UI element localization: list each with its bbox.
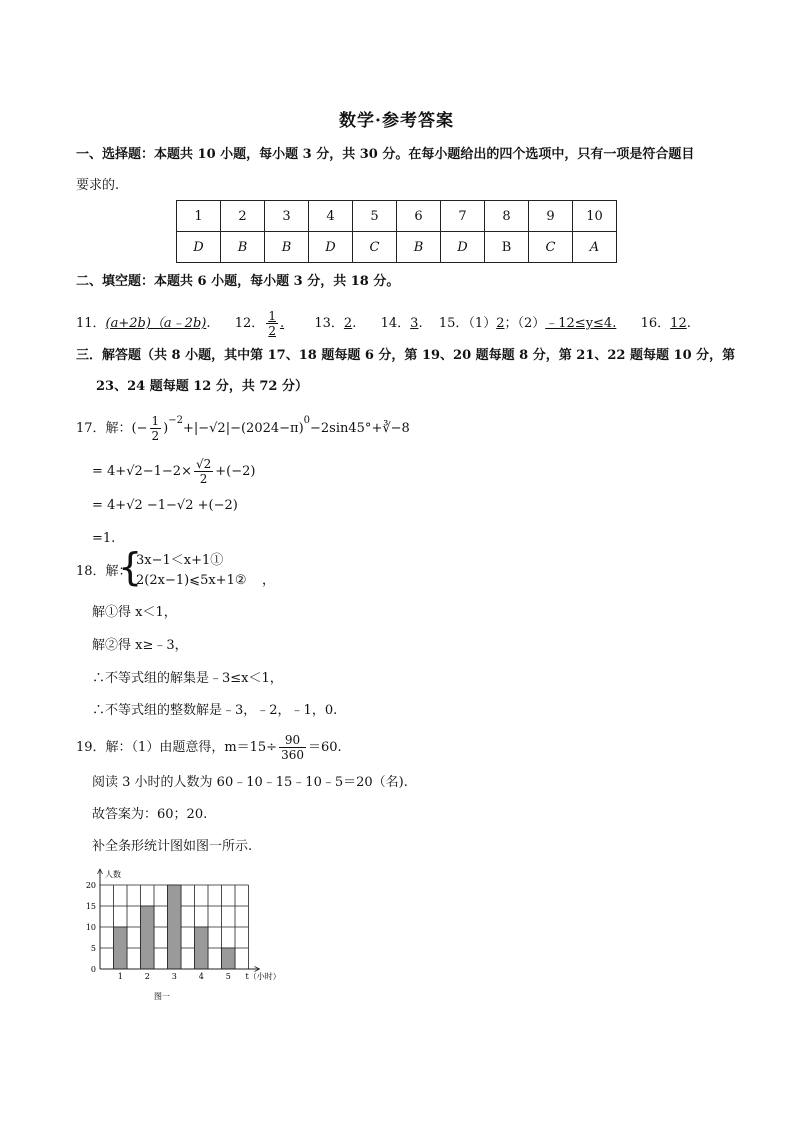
q12-answer-fraction xyxy=(266,309,278,338)
q12-numerator: 1 xyxy=(268,309,276,323)
q17-expr-part: −2sin45° xyxy=(310,421,372,436)
bar xyxy=(222,948,236,969)
q12-label: 12． xyxy=(234,316,265,331)
question-number-cell: 10 xyxy=(573,201,617,232)
q17-line4: =1. xyxy=(92,531,116,546)
answer-cell: D xyxy=(441,232,485,263)
section3-line1: 三．解答题（共 8 小题，其中第 17、18 题每题 6 分，第 19、20 题每题 8 分，第 21、22 题每题 10 分，第 xyxy=(76,348,736,363)
q14-end: . xyxy=(418,316,423,331)
q13-label: 13． xyxy=(314,316,344,331)
q14-label: 14． xyxy=(380,316,411,331)
q17-fraction xyxy=(150,414,162,443)
q17-exponent-zero: 0 xyxy=(303,415,311,426)
q17-expr-part: +|−√2|−(2024−π) xyxy=(182,421,304,436)
q18-label: 18．解： xyxy=(76,564,132,579)
q17-line2 xyxy=(92,457,255,486)
answer-cell: D xyxy=(177,232,221,263)
x-tick-label: 1 xyxy=(117,972,123,981)
q17-denominator: 2 xyxy=(151,429,160,443)
q17-step2-part: = 4+√2−1−2× xyxy=(92,464,192,479)
answer-cell: A xyxy=(573,232,617,263)
q19-fraction xyxy=(279,733,306,762)
q17-label: 17．解： xyxy=(76,421,132,436)
q12-denominator: 2 xyxy=(268,324,276,338)
answer-cell: B xyxy=(221,232,265,263)
q11-answer: (a+2b)（a﹣2b) xyxy=(105,316,207,331)
q17-expr-part: (− xyxy=(131,421,148,436)
q18-step2: 解②得 x≥﹣3， xyxy=(92,638,188,653)
q17-step2-numerator: √2 xyxy=(195,457,212,471)
y-tick-label: 5 xyxy=(90,944,96,953)
q16-answer: 12 xyxy=(670,316,687,331)
q19-line1-part: 19．解：（1）由题意得，m＝15÷ xyxy=(76,740,278,755)
question-number-cell: 9 xyxy=(529,201,573,232)
q19-line3: 故答案为：60；20. xyxy=(92,807,208,822)
bar xyxy=(195,927,209,969)
answer-table-answer-row xyxy=(177,232,617,263)
q15-answer-1: 2 xyxy=(496,316,505,331)
q17-step2-fraction xyxy=(194,457,213,486)
answer-cell: B xyxy=(265,232,309,263)
section1-line2: 要求的. xyxy=(76,178,120,193)
q17-expr-part: ) xyxy=(163,421,169,436)
q18-step3: ∴不等式组的解集是﹣3≤x＜1， xyxy=(92,671,283,686)
x-tick-label: 3 xyxy=(171,972,177,981)
y-axis-label: 人数 xyxy=(105,870,121,879)
q18-system-brace: { xyxy=(118,545,143,589)
section3-line2: 23、24 题每题 12 分，共 72 分） xyxy=(96,379,308,394)
y-tick-label: 15 xyxy=(85,902,96,911)
q17-step2-denominator: 2 xyxy=(199,472,208,486)
question-number-cell: 1 xyxy=(177,201,221,232)
bar xyxy=(168,885,182,969)
q15-answer-2: ﹣12≤y≤4. xyxy=(545,316,617,331)
bar-chart xyxy=(80,864,290,1004)
q17-expr-part: +∛−8 xyxy=(371,421,410,436)
q15-label: 15．（1） xyxy=(438,316,497,331)
x-tick-label: 2 xyxy=(144,972,150,981)
bar xyxy=(114,927,128,969)
x-axis-label: t（小时） xyxy=(245,972,281,981)
answer-cell: B xyxy=(397,232,441,263)
q16-end: . xyxy=(686,316,691,331)
q13-end: . xyxy=(352,316,357,331)
q18-step4: ∴不等式组的整数解是﹣3，﹣2，﹣1，0. xyxy=(92,703,338,718)
q18-system-eq1: 3x−1＜x+1① xyxy=(136,553,224,568)
question-number-cell: 8 xyxy=(485,201,529,232)
question-number-cell: 4 xyxy=(309,201,353,232)
q19-line1 xyxy=(76,733,342,762)
y-tick-label: 0 xyxy=(90,965,96,974)
q19-line4: 补全条形统计图如图一所示. xyxy=(92,839,253,854)
x-tick-label: 5 xyxy=(225,972,231,981)
y-tick-label: 10 xyxy=(85,923,96,932)
q18-step1: 解①得 x＜1， xyxy=(92,605,177,620)
answer-cell: D xyxy=(309,232,353,263)
q11-label: 11． xyxy=(76,316,106,331)
q14-answer: 3 xyxy=(410,316,419,331)
q17-line3: = 4+√2 −1−√2 +(−2) xyxy=(92,498,238,513)
q18-system-end: ， xyxy=(262,573,276,588)
question-number-cell: 7 xyxy=(441,201,485,232)
q16-label: 16． xyxy=(640,316,671,331)
question-number-cell: 2 xyxy=(221,201,265,232)
question-number-cell: 3 xyxy=(265,201,309,232)
q19-line2: 阅读 3 小时的人数为 60﹣10﹣15﹣10﹣5＝20（名). xyxy=(92,775,408,790)
section2-heading: 二、填空题：本题共 6 小题，每小题 3 分，共 18 分。 xyxy=(76,274,400,289)
page-title: 数学·参考答案 xyxy=(339,111,454,131)
q15-mid: ；（2） xyxy=(504,316,546,331)
q13-answer: 2 xyxy=(343,316,353,331)
answer-cell: C xyxy=(353,232,397,263)
q17-step2-part: +(−2) xyxy=(215,464,256,479)
question-number-cell: 6 xyxy=(397,201,441,232)
q19-line1-part: ＝60. xyxy=(307,740,342,755)
answer-table-number-row xyxy=(177,201,617,232)
question-number-cell: 5 xyxy=(353,201,397,232)
section1-line1: 一、选择题：本题共 10 小题，每小题 3 分，共 30 分。在每小题给出的四个选项中，只有一项是符合题目 xyxy=(76,147,695,162)
q19-denominator: 360 xyxy=(281,748,304,762)
x-tick-label: 4 xyxy=(198,972,204,981)
q17-numerator: 1 xyxy=(151,414,160,428)
q19-numerator: 90 xyxy=(279,733,306,748)
y-tick-label: 20 xyxy=(85,881,96,890)
bar xyxy=(141,906,155,969)
q17-line1 xyxy=(76,414,410,443)
q18-system-eq2: 2(2x−1)⩽5x+1② xyxy=(136,573,247,588)
q12-end: . xyxy=(279,316,285,331)
chart-caption: 图一 xyxy=(154,992,170,1001)
q17-exponent: −2 xyxy=(168,415,183,426)
fill-answers-line xyxy=(76,309,691,338)
q11-end: . xyxy=(206,316,211,331)
answer-cell: B xyxy=(485,232,529,263)
answer-table xyxy=(176,200,617,263)
answer-cell: C xyxy=(529,232,573,263)
